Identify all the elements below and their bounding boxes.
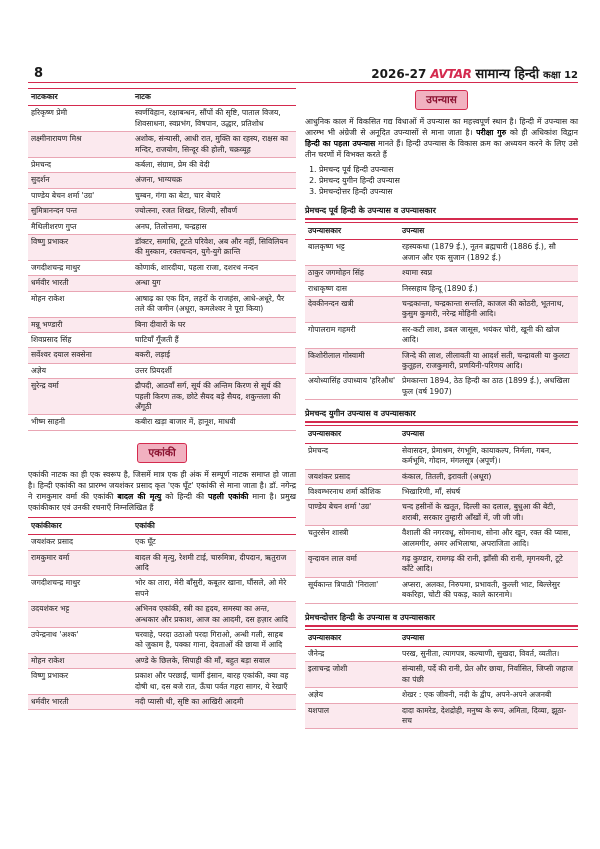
author-cell: अयोध्यासिंह उपाध्याय 'हरिऔध' — [305, 374, 399, 400]
table-row — [28, 363, 296, 378]
table-row — [28, 653, 296, 668]
works-cell: गढ़ कुण्डार, रामगढ़ की रानी, झाँसी की रानी, मृगनयनी, टूटे काँटे आदि। — [399, 551, 578, 577]
phase-list — [319, 164, 578, 197]
author-cell: पाण्डेय बेचन शर्मा 'उग्र' — [305, 500, 399, 526]
author-cell: वृन्दावन लाल वर्मा — [305, 551, 399, 577]
works-cell: कोणार्क, शारदीया, पहला राजा, दशरथ नन्दन — [132, 260, 296, 275]
table-row — [28, 204, 296, 219]
upanyas-intro-text-1: आधुनिक काल में विकसित गद्य विधाओं में उपन्यास का महत्त्वपूर्ण स्थान है। हिन्दी में उपन्यास का आरम्भ भी अंग्रेजी से अनूदित उपन्यासों से माना जाता है। — [305, 117, 578, 137]
table-row — [305, 577, 578, 603]
author-cell: जगदीशचन्द्र माथुर — [28, 260, 132, 275]
table-row — [305, 348, 578, 374]
works-cell: बादल की मृत्यु, रेशमी टाई, चारुमित्रा, दीपदान, ऋतुराज आदि — [132, 550, 296, 576]
table-row — [305, 703, 578, 729]
column-header: उपन्यास — [399, 223, 578, 240]
works-cell: निस्सहाय हिन्दू (1890 ई.) — [399, 281, 578, 296]
works-cell: श्यामा स्वप्न — [399, 266, 578, 281]
table-row — [305, 646, 578, 661]
table-row — [305, 469, 578, 484]
table-row — [305, 322, 578, 348]
author-cell: सुदर्शन — [28, 173, 132, 188]
table-row — [28, 379, 296, 415]
table-row — [28, 260, 296, 275]
works-cell: एक घूँट — [132, 535, 296, 550]
works-cell: अंजना, भाग्यचक्र — [132, 173, 296, 188]
premchand-yug-heading: प्रेमचन्द युगीन उपन्यास व उपन्यासकार — [305, 406, 578, 423]
works-cell: कर्बला, संग्राम, प्रेम की वेदी — [132, 158, 296, 173]
page-number: 8 — [34, 66, 44, 81]
author-cell: रामकुमार वर्मा — [28, 550, 132, 576]
left-column — [28, 88, 296, 710]
column-header: उपन्यास — [399, 629, 578, 646]
author-cell: प्रेमचन्द — [28, 158, 132, 173]
author-cell: देवकीनन्दन खत्री — [305, 297, 399, 323]
author-cell: किशोरीलाल गोस्वामी — [305, 348, 399, 374]
column-header: उपन्यासकार — [305, 426, 399, 443]
works-cell: चन्द्रकान्ता, चन्द्रकान्ता सन्तति, काजल की कोठरी, भूतनाथ, कुसुम कुमारी, नरेन्द्र मोहिनी आदि। — [399, 297, 578, 323]
author-cell: हरिकृष्ण प्रेमी — [28, 106, 132, 132]
table-row — [28, 188, 296, 203]
table-row — [305, 443, 578, 469]
table-row — [305, 281, 578, 296]
table-row — [305, 374, 578, 400]
author-cell: अज्ञेय — [28, 363, 132, 378]
upanyas-intro-bold-1: परीक्षा गुरु — [476, 128, 507, 137]
table-row — [305, 240, 578, 266]
works-cell: कंकाल, तितली, इरावती (अधूरा) — [399, 469, 578, 484]
author-cell: सूर्यकान्त त्रिपाठी 'निराला' — [305, 577, 399, 603]
ekanki-section-title — [28, 441, 296, 463]
works-cell: ज्योत्स्ना, रजत शिखर, शिल्पी, सौवर्ण — [132, 204, 296, 219]
upanyas-intro-text-3: मानते हैं। हिन्दी उपन्यास के विकास क्रम का अध्ययन करने के लिए उसे तीन चरणों में विभक्त करते हैं — [305, 139, 578, 159]
author-cell: मैथिलीशरण गुप्त — [28, 219, 132, 234]
author-cell: धर्मवीर भारती — [28, 695, 132, 710]
author-cell: भीष्म साहनी — [28, 415, 132, 430]
header-year: 2026-27 — [371, 67, 427, 81]
author-cell: लक्ष्मीनारायण मिश्र — [28, 132, 132, 158]
list-item: 2. प्रेमचन्द युगीन हिन्दी उपन्यास — [319, 175, 578, 186]
table-row — [28, 535, 296, 550]
column-header: एकांकी — [132, 517, 296, 534]
header-title — [371, 64, 578, 82]
author-cell: विश्वम्भरनाथ शर्मा कौशिक — [305, 484, 399, 499]
table-row — [305, 526, 578, 552]
column-header: एकांकीकार — [28, 517, 132, 534]
table-row — [28, 158, 296, 173]
works-cell: अशोक, संन्यासी, आधी रात, मुक्ति का रहस्य, राक्षस का मन्दिर, राजयोग, सिन्दूर की होली, चक्रव्यूह — [132, 132, 296, 158]
upanyas-title: उपन्यास — [415, 90, 468, 110]
works-cell: द्रौपदी, आठवाँ सर्ग, सूर्य की अन्तिम किरण से सूर्य की पहली किरण तक, छोटे सैयद बड़े सैयद, शकुन्तला की अँगूठी — [132, 379, 296, 415]
upanyas-section-title — [305, 88, 578, 110]
author-cell: शिवप्रसाद सिंह — [28, 332, 132, 347]
author-cell: गोपालराम गहमरी — [305, 322, 399, 348]
table-row — [28, 219, 296, 234]
author-cell: इलाचन्द्र जोशी — [305, 662, 399, 688]
table-row — [305, 500, 578, 526]
table-row — [28, 291, 296, 317]
works-cell: चुम्बन, गंगा का बेटा, चार बेचारे — [132, 188, 296, 203]
works-cell: वैशाली की नगरवधू, सोमनाथ, सोना और खून, रक्त की प्यास, आलमगीर, अमर अभिलाषा, अपराजिता आदि। — [399, 526, 578, 552]
table-row — [305, 484, 578, 499]
table-row — [28, 576, 296, 602]
works-cell: रहस्यकथा (1879 ई.), नूतन ब्रह्मचारी (1886 ई.), सौ अजान और एक सुजान (1892 ई.) — [399, 240, 578, 266]
works-cell: उत्तर प्रियदर्शी — [132, 363, 296, 378]
works-cell: बिना दीवारों के घर — [132, 317, 296, 332]
works-cell: अण्डे के छिलके, सिपाही की माँ, बहुत बड़ा सवाल — [132, 653, 296, 668]
table-row — [305, 266, 578, 281]
header-divider — [28, 82, 578, 83]
upanyas-intro — [305, 116, 578, 160]
author-cell: प्रेमचन्द — [305, 443, 399, 469]
works-cell: नदी प्यासी थी, सृष्टि का आखिरी आदमी — [132, 695, 296, 710]
page-header — [0, 0, 600, 84]
table-row — [305, 297, 578, 323]
list-item: 1. प्रेमचन्द पूर्व हिन्दी उपन्यास — [319, 164, 578, 175]
column-header: उपन्यासकार — [305, 223, 399, 240]
works-cell: अप्सरा, अलका, निरुपमा, प्रभावती, कुल्ली भाट, बिल्लेसुर बकरिहा, चोटी की पकड़, काले कारनामे। — [399, 577, 578, 603]
author-cell: सुमित्रानन्दन पन्त — [28, 204, 132, 219]
table-row — [305, 551, 578, 577]
column-header: उपन्यासकार — [305, 629, 399, 646]
works-cell: चन्द हसीनों के खतूत, दिल्ली का दलाल, बुधुआ की बेटी, शराबी, सरकार तुम्हारी आँखों में, जी जी जी। — [399, 500, 578, 526]
ekanki-intro-text-2: को हिन्दी की — [165, 491, 204, 501]
ekanki-intro-bold-1: बादल की मृत्यु — [117, 491, 162, 501]
table-row — [28, 550, 296, 576]
table-row — [28, 276, 296, 291]
header-class: कक्षा 12 — [543, 70, 578, 81]
table-row — [28, 173, 296, 188]
works-cell: बकरी, लड़ाई — [132, 348, 296, 363]
table-row — [28, 415, 296, 430]
author-cell: धर्मवीर भारती — [28, 276, 132, 291]
table-row — [28, 669, 296, 695]
works-cell: संन्यासी, पर्दे की रानी, प्रेत और छाया, निर्वासित, जिप्सी जहाज का पंछी — [399, 662, 578, 688]
author-cell: उदयशंकर भट्ट — [28, 602, 132, 628]
author-cell: उपेन्द्रनाथ 'अश्क' — [28, 628, 132, 654]
pre-premchand-heading: प्रेमचन्द पूर्व हिन्दी के उपन्यास व उपन्यासकार — [305, 203, 578, 220]
author-cell: चतुरसेन शास्त्री — [305, 526, 399, 552]
ekanki-intro-text-1: एकांकी नाटक का ही एक स्वरूप है, जिसमें मात्र एक ही अंक में सम्पूर्ण नाटक समाप्त हो जाता है। हिन्दी एकांकी का प्रारम्भ जयशंकर प्रसाद कृत 'एक घूँट' एकांकी से माना जाता है। डॉ. नगेन्द्र ने रामकुमार वर्मा की एकांकी — [28, 469, 296, 501]
works-cell: सर-कटी लाश, डबल जासूस, भयंकर चोरी, खूनी की खोज आदि। — [399, 322, 578, 348]
author-cell: मन्नू भण्डारी — [28, 317, 132, 332]
table-row — [28, 348, 296, 363]
author-cell: ठाकुर जगमोहन सिंह — [305, 266, 399, 281]
works-cell: जिन्दे की लाश, लीलावती या आदर्श सती, चन्द्रावली या कुलटा कुतूहल, राजकुमारी, प्रणयिनी-परिणय आदि। — [399, 348, 578, 374]
author-cell: पाण्डेय बेचन शर्मा 'उग्र' — [28, 188, 132, 203]
works-cell: आषाढ़ का एक दिन, लहरों के राजहंस, आधे-अधूरे, पैर तले की जमीन (अधूरा, कमलेश्वर ने पूरा किया) — [132, 291, 296, 317]
author-cell: बालकृष्ण भट्ट — [305, 240, 399, 266]
table-row — [28, 695, 296, 710]
works-cell: परख, सुनीता, त्यागपत्र, कल्याणी, सुखदा, विवर्त, व्यतीत। — [399, 646, 578, 661]
works-cell: चरवाहे, परदा उठाओ परदा गिराओ, अन्धी गली, साहब को जुकाम है, पक्का गाना, देवताओं की छाया में आदि — [132, 628, 296, 654]
table-row — [28, 602, 296, 628]
post-premchand-table — [305, 629, 578, 730]
ekanki-table — [28, 517, 296, 711]
author-cell: मोहन राकेश — [28, 653, 132, 668]
post-premchand-heading: प्रेमचन्दोत्तर हिन्दी के उपन्यास व उपन्यासकार — [305, 610, 578, 627]
table-row — [305, 662, 578, 688]
upanyas-intro-text-2: को ही अधिकांश विद्वान — [509, 128, 579, 137]
author-cell: जैनेन्द्र — [305, 646, 399, 661]
premchand-yug-table — [305, 425, 578, 603]
works-cell: कबीरा खड़ा बाजार में, हानूश, माधवी — [132, 415, 296, 430]
works-cell: अनघ, तिलोत्तमा, चन्द्रहास — [132, 219, 296, 234]
works-cell: सेवासदन, प्रेमाश्रम, रंगभूमि, कायाकल्प, निर्मला, गबन, कर्मभूमि, गोदान, मंगलसूत्र (अपूर्ण)। — [399, 443, 578, 469]
table-row — [28, 132, 296, 158]
ekanki-intro-bold-2: पहली एकांकी — [207, 491, 249, 501]
table-row — [28, 235, 296, 261]
right-column — [305, 88, 578, 729]
table-row — [28, 332, 296, 347]
author-cell: विष्णु प्रभाकर — [28, 669, 132, 695]
works-cell: डॉक्टर, समाधि, टूटते परिवेश, अब और नहीं, सिविलियन की मुस्कान, रक्तचन्दन, युगे-युगे क्रान्ति — [132, 235, 296, 261]
ekanki-intro-text-3: माना है। प्रमुख एकांकीकार एवं उनकी रचनाएँ निम्नलिखित हैं — [28, 491, 297, 512]
column-header: नाटककार — [28, 89, 132, 106]
works-cell: शेखर : एक जीवनी, नदी के द्वीप, अपने-अपने अजनबी — [399, 688, 578, 703]
column-header: नाटक — [132, 89, 296, 106]
ekanki-title: एकांकी — [137, 443, 186, 463]
works-cell: प्रकाश और परछाईं, चार्मी इंसान, बारह एकांकी, क्या वह दोषी था, दस बजे रात, ऊँचा पर्वत गहरा सागर, ये रेखाएँ — [132, 669, 296, 695]
author-cell: जयशंकर प्रसाद — [305, 469, 399, 484]
author-cell: जगदीशचन्द्र माथुर — [28, 576, 132, 602]
table-row — [28, 106, 296, 132]
works-cell: प्रेमकान्ता 1894, ठेठ हिन्दी का ठाठ (1899 ई.), अधखिला फूल (वर्ष 1907) — [399, 374, 578, 400]
author-cell: मोहन राकेश — [28, 291, 132, 317]
works-cell: अन्धा युग — [132, 276, 296, 291]
author-cell: सर्वेश्वर दयाल सक्सेना — [28, 348, 132, 363]
table-row — [28, 317, 296, 332]
table-row — [305, 688, 578, 703]
author-cell: सुरेन्द्र वर्मा — [28, 379, 132, 415]
works-cell: भोर का तारा, मेरी बाँसुरी, कबूतर खाना, घौंसले, ओ मेरे सपने — [132, 576, 296, 602]
list-item: 3. प्रेमचन्दोत्तर हिन्दी उपन्यास — [319, 186, 578, 197]
author-cell: अज्ञेय — [305, 688, 399, 703]
upanyas-intro-bold-2: हिन्दी का पहला उपन्यास — [305, 139, 376, 148]
author-cell: जयशंकर प्रसाद — [28, 535, 132, 550]
column-header: उपन्यास — [399, 426, 578, 443]
works-cell: घाटियाँ गूँजती हैं — [132, 332, 296, 347]
natak-table — [28, 88, 296, 431]
table-row — [28, 628, 296, 654]
ekanki-intro — [28, 469, 296, 513]
author-cell: विष्णु प्रभाकर — [28, 235, 132, 261]
brand-logo: AVTAR — [430, 67, 472, 81]
works-cell: अभिनव एकांकी, स्त्री का हृदय, समस्या का अन्त, अन्धकार और प्रकाश, आज का आदमी, दस हज़ार आदि — [132, 602, 296, 628]
header-subject: सामान्य हिन्दी — [475, 67, 540, 82]
author-cell: यशपाल — [305, 703, 399, 729]
works-cell: भिखारिणी, माँ, संघर्ष — [399, 484, 578, 499]
works-cell: दादा कामरेड, देशद्रोही, मनुष्य के रूप, अमिता, दिव्या, झूठा-सच — [399, 703, 578, 729]
works-cell: स्वर्णविहान, रक्षाबन्धन, सौंपों की सृष्टि, पाताल विजय, शिवसाधना, स्वप्नभंग, विषपान, उद्धार, प्रतिशोध — [132, 106, 296, 132]
pre-premchand-table — [305, 222, 578, 400]
author-cell: राधाकृष्ण दास — [305, 281, 399, 296]
